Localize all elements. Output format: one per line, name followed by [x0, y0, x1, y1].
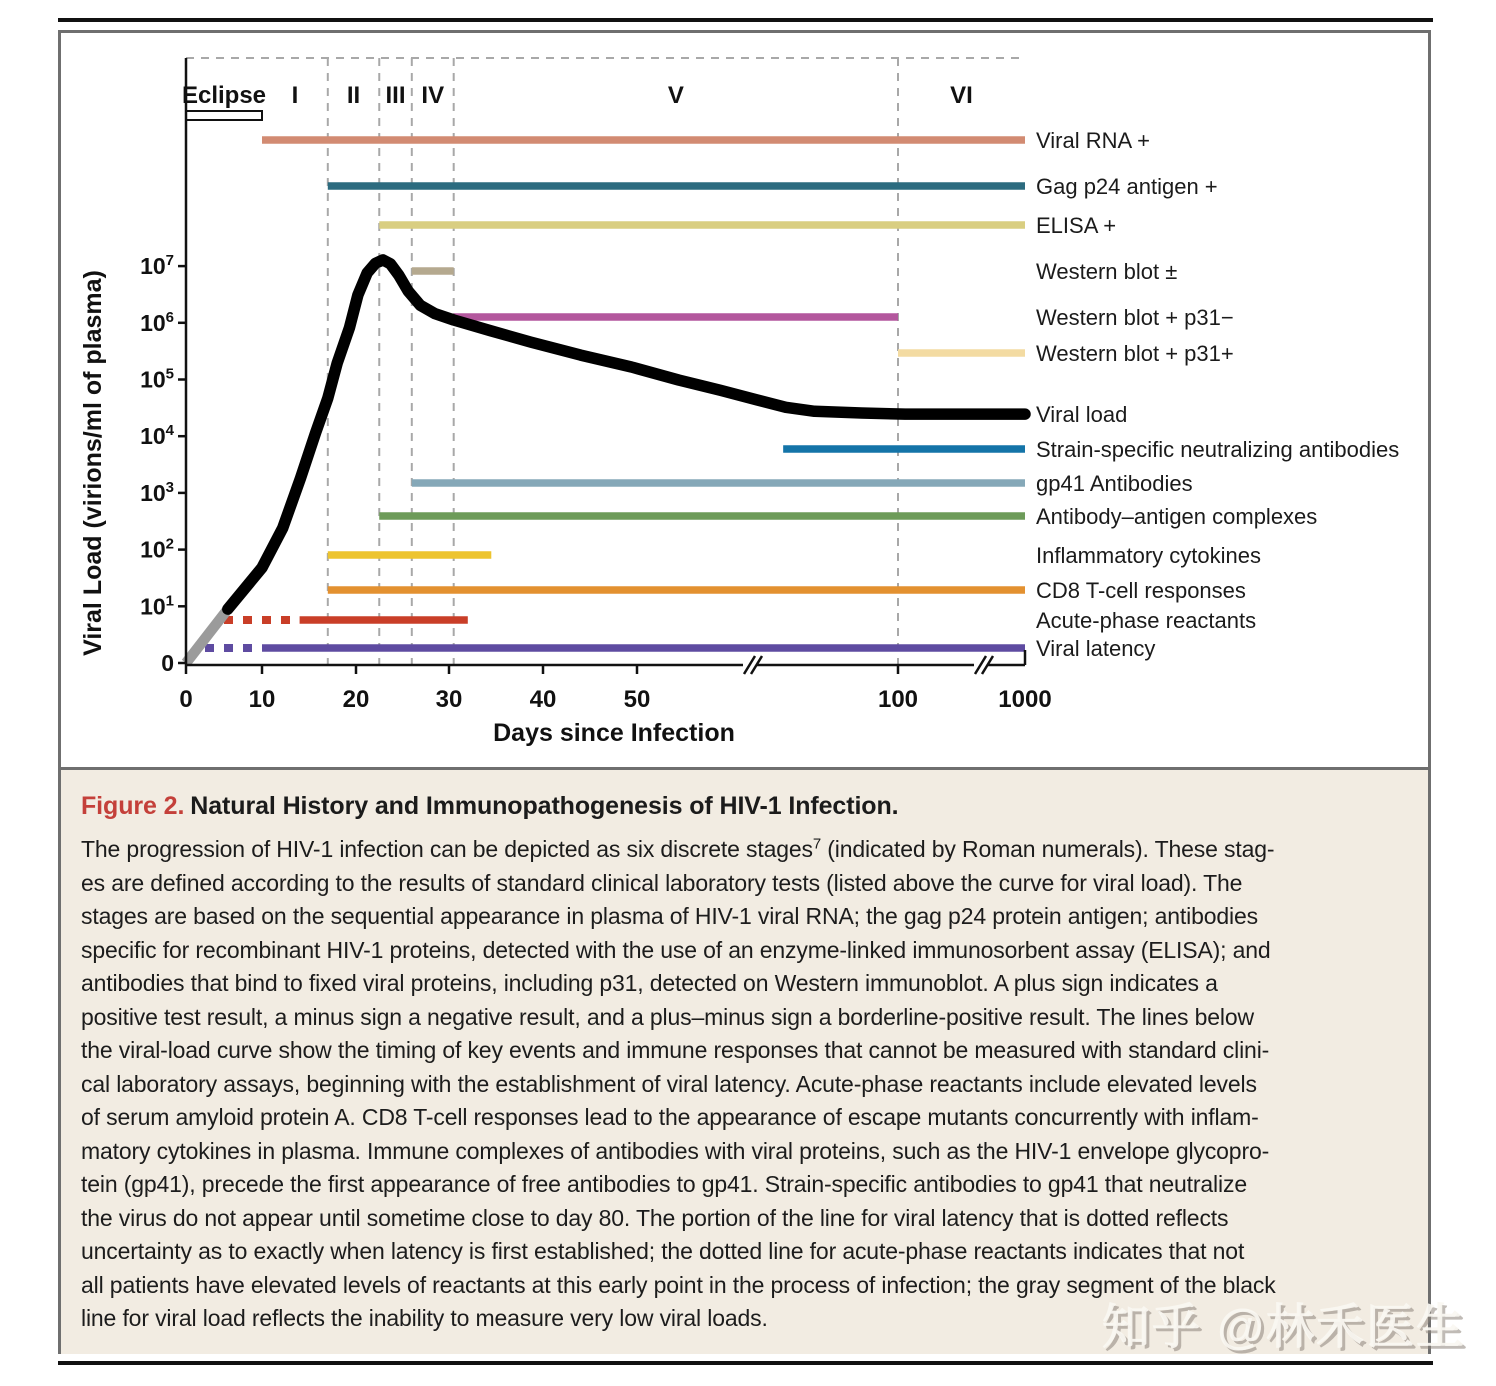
- bar-label-ab-ag-complexes: Antibody–antigen complexes: [1036, 504, 1318, 529]
- viral-load-curve-gray: [186, 609, 228, 663]
- caption-line: positive test result, a minus sign a negative result, and a plus–minus sign a borderline-positive result. The lines below: [81, 1003, 1254, 1030]
- caption-line: of serum amyloid protein A. CD8 T-cell responses lead to the appearance of escape mutants concurrently with inflam-: [81, 1104, 1259, 1130]
- y-axis-title: Viral Load (virions/ml of plasma): [79, 270, 107, 656]
- figure-title-text: Natural History and Immunopathogenesis of HIV-1 Infection.: [190, 792, 899, 820]
- figure-number-label: Figure 2.: [81, 792, 185, 820]
- bar-label-viral-load: Viral load: [1036, 402, 1128, 427]
- y-tick-label: $10^6$: [140, 308, 174, 336]
- x-axis-title: Days since Infection: [493, 719, 735, 747]
- watermark: 知乎 @林禾医生: [1101, 1301, 1466, 1354]
- x-tick-label: 40: [529, 686, 557, 713]
- x-tick-label: 100: [877, 686, 919, 713]
- caption-line: all patients have elevated levels of reactants at this early point in the process of infection; the gray segment of the black: [81, 1271, 1276, 1298]
- chart-area: [61, 33, 1428, 770]
- caption-body: [81, 833, 1412, 1336]
- caption-line: uncertainty as to exactly when latency is first established; the dotted line for acute-phase reactants indicates that not: [81, 1238, 1245, 1264]
- stage-label: II: [346, 82, 361, 109]
- caption-line: The progression of HIV-1 infection can be depicted as six discrete stages$^7$ (indicated by Roman numerals). These stag-: [81, 835, 1275, 862]
- caption-line: es are defined according to the results of standard clinical laboratory tests (listed above the curve for viral load). The: [81, 869, 1243, 896]
- bar-label-strain-specific: Strain-specific neutralizing antibodies: [1036, 437, 1400, 462]
- y-tick-label: $10^1$: [140, 592, 174, 620]
- x-tick-label: 1000: [998, 686, 1052, 713]
- stage-label: Eclipse: [181, 82, 267, 109]
- bar-label-western-blot-p31pos: Western blot + p31+: [1036, 341, 1234, 366]
- caption-line: antibodies that bind to fixed viral proteins, including p31, detected on Western immunoblot. A plus sign indicates a: [81, 970, 1218, 996]
- caption-title: [81, 792, 1412, 821]
- caption-line: specific for recombinant HIV-1 proteins, detected with the use of an enzyme-linked immunosorbent assay (ELISA); and: [81, 936, 1271, 963]
- caption-line: tein (gp41), precede the first appearance of free antibodies to gp41. Strain-specific antibodies to gp41 that neutralize: [81, 1171, 1247, 1197]
- x-tick-label: 50: [623, 686, 651, 713]
- y-tick-label: $10^7$: [140, 252, 174, 280]
- x-tick-label: 10: [248, 686, 276, 713]
- bar-label-western-blot-p31neg: Western blot + p31−: [1036, 305, 1234, 330]
- bar-label-western-blot-pm: Western blot ±: [1036, 259, 1178, 284]
- y-tick-label: $10^5$: [140, 365, 174, 393]
- x-tick-label: 30: [435, 686, 463, 713]
- bar-label-acute-phase: Acute-phase reactants: [1036, 608, 1257, 633]
- y-tick-label: $10^2$: [140, 535, 174, 563]
- bar-label-cytokines: Inflammatory cytokines: [1036, 543, 1261, 568]
- x-tick-label: 20: [342, 686, 370, 713]
- figure-caption: [61, 770, 1428, 1354]
- bar-label-gag-p24: Gag p24 antigen +: [1036, 174, 1218, 199]
- caption-line: matory cytokines in plasma. Immune complexes of antibodies with viral proteins, such as the HIV-1 envelope glycopro-: [81, 1137, 1270, 1164]
- bottom-rule: [58, 1361, 1433, 1365]
- hiv-stages-chart: [61, 33, 1428, 767]
- y-tick-label: $10^3$: [140, 478, 174, 506]
- stage-label: I: [291, 82, 299, 109]
- eclipse-bar: [186, 111, 262, 120]
- stage-label: III: [385, 82, 406, 109]
- top-rule: [58, 18, 1433, 22]
- bar-label-viral-rna: Viral RNA +: [1036, 128, 1150, 153]
- figure-box: [58, 30, 1431, 1354]
- x-tick-label: 0: [179, 686, 193, 713]
- bar-label-viral-latency: Viral latency: [1036, 636, 1156, 661]
- bar-label-elisa: ELISA +: [1036, 213, 1117, 238]
- stage-label: IV: [421, 82, 445, 109]
- caption-line: stages are based on the sequential appearance in plasma of HIV-1 viral RNA; the gag p24 protein antigen; antibodies: [81, 903, 1258, 929]
- stage-label: VI: [950, 82, 973, 109]
- bar-label-gp41: gp41 Antibodies: [1036, 471, 1193, 496]
- y-tick-label-zero: 0: [161, 650, 174, 676]
- bar-label-cd8: CD8 T-cell responses: [1036, 578, 1246, 603]
- stage-label: V: [667, 82, 684, 109]
- caption-line: the viral-load curve show the timing of key events and immune responses that cannot be measured with standard clini-: [81, 1037, 1270, 1063]
- y-tick-label: $10^4$: [140, 422, 174, 450]
- caption-line: the virus do not appear until sometime close to day 80. The portion of the line for viral latency that is dotted reflects: [81, 1204, 1229, 1231]
- caption-line: line for viral load reflects the inability to measure very low viral loads.: [81, 1305, 768, 1331]
- caption-line: cal laboratory assays, beginning with the establishment of viral latency. Acute-phase reactants include elevated levels: [81, 1070, 1257, 1097]
